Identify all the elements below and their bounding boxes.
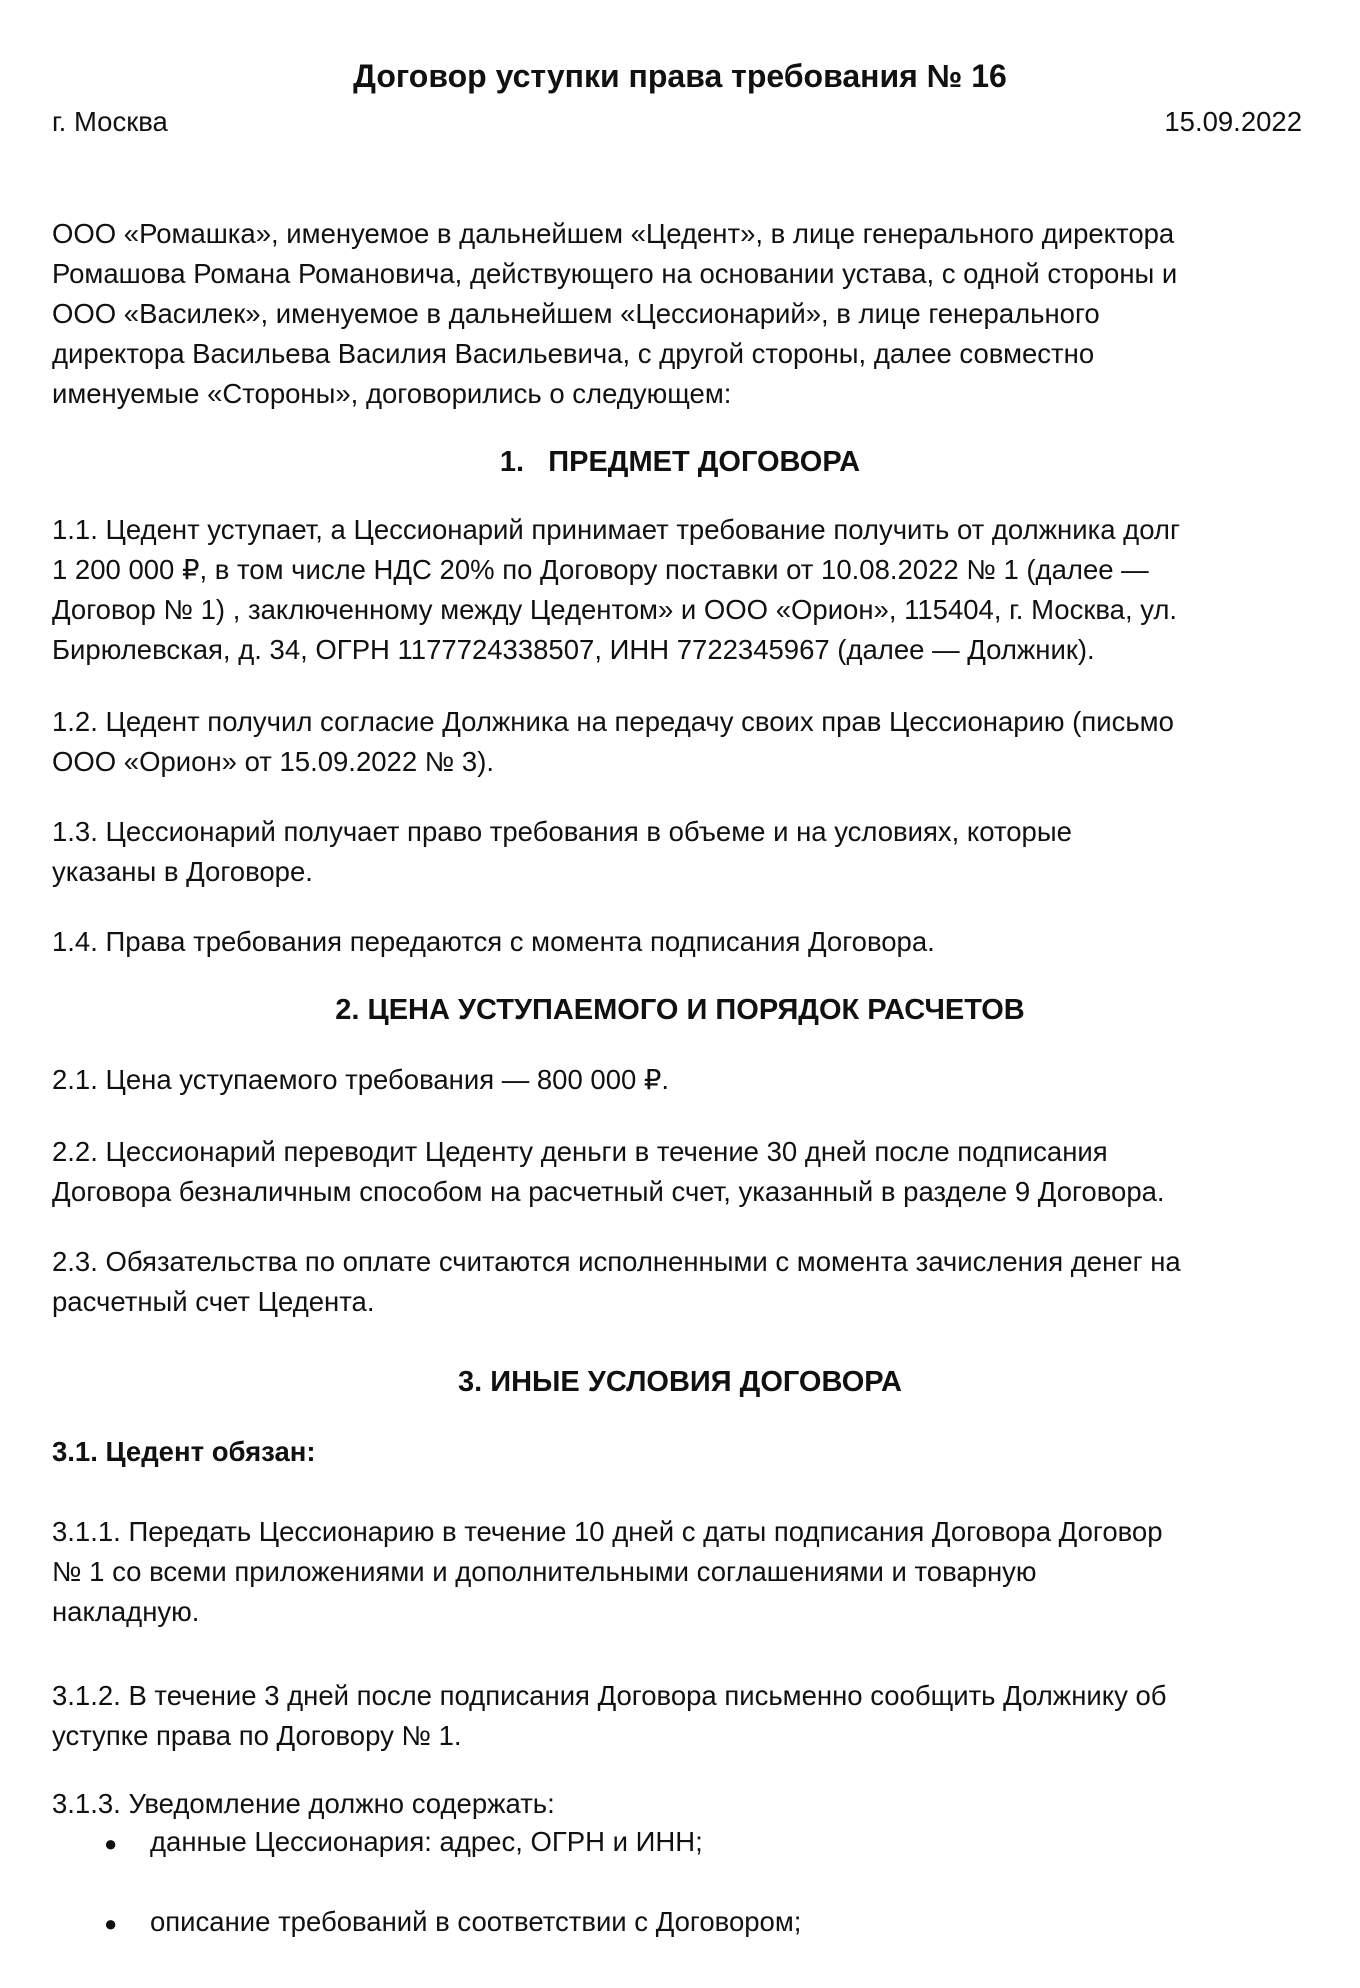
text-line: Ромашова Романа Романовича, действующего на основании устава, с одной стороны и bbox=[52, 258, 1178, 289]
bullet-icon: ● bbox=[104, 1911, 118, 1936]
text-line: Договор № 1) , заключенному между Цедентом» и ООО «Орион», 115404, г. Москва, ул. bbox=[52, 594, 1178, 625]
text-line: 3.1.3. Уведомление должно содержать: bbox=[52, 1788, 555, 1819]
document-city: г. Москва bbox=[52, 106, 168, 137]
text-line: Бирюлевская, д. 34, ОГРН 1177724338507, ИНН 7722345967 (далее — Должник). bbox=[52, 634, 1095, 665]
text-line: 1 200 000 ₽, в том числе НДС 20% по Договору поставки от 10.08.2022 № 1 (далее — bbox=[52, 554, 1149, 585]
clause-3-1-2 bbox=[52, 1676, 1302, 1756]
text-line: Договора безналичным способом на расчетный счет, указанный в разделе 9 Договора. bbox=[52, 1176, 1165, 1207]
text-line: именуемые «Стороны», договорились о следующем: bbox=[52, 378, 732, 409]
text-line: 2.2. Цессионарий переводит Цеденту деньги в течение 30 дней после подписания bbox=[52, 1136, 1108, 1167]
text-line: ООО «Василек», именуемое в дальнейшем «Цессионарий», в лице генерального bbox=[52, 298, 1100, 329]
text-line: ООО «Орион» от 15.09.2022 № 3). bbox=[52, 746, 495, 777]
text-line: директора Васильева Василия Васильевича, с другой стороны, далее совместно bbox=[52, 338, 1095, 369]
text-line: 3.1.2. В течение 3 дней после подписания Договора письменно сообщить Должнику об bbox=[52, 1680, 1167, 1711]
list-item: описание требований в соответствии с Договором; bbox=[150, 1906, 802, 1937]
text-line: ООО «Ромашка», именуемое в дальнейшем «Цедент», в лице генерального директора bbox=[52, 218, 1175, 249]
text-line: 1.2. Цедент получил согласие Должника на передачу своих прав Цессионарию (письмо bbox=[52, 706, 1174, 737]
section-3-heading: 3. ИНЫЕ УСЛОВИЯ ДОГОВОРА bbox=[457, 1366, 903, 1398]
text-line: указаны в Договоре. bbox=[52, 856, 313, 887]
text-line: 1.4. Права требования передаются с момента подписания Договора. bbox=[52, 926, 935, 957]
section-1-heading: 1. ПРЕДМЕТ ДОГОВОРА bbox=[499, 446, 861, 478]
list-item: данные Цессионария: адрес, ОГРН и ИНН; bbox=[150, 1826, 703, 1857]
text-line: 1.3. Цессионарий получает право требования в объеме и на условиях, которые bbox=[52, 816, 1072, 847]
text-line: 2.3. Обязательства по оплате считаются исполненными с момента зачисления денег на bbox=[52, 1246, 1181, 1277]
text-line: уступке права по Договору № 1. bbox=[52, 1720, 462, 1751]
section-2-heading: 2. ЦЕНА УСТУПАЕМОГО И ПОРЯДОК РАСЧЕТОВ bbox=[335, 994, 1025, 1026]
text-line: 1.1. Цедент уступает, а Цессионарий принимает требование получить от должника долг bbox=[52, 514, 1180, 545]
clause-1-4 bbox=[52, 922, 1302, 962]
clause-1-2 bbox=[52, 702, 1302, 782]
text-line: накладную. bbox=[52, 1596, 200, 1627]
clause-3-1-subheading: 3.1. Цедент обязан: bbox=[52, 1436, 316, 1467]
clause-3-1-3 bbox=[52, 1784, 1302, 1824]
clause-1-3 bbox=[52, 812, 1302, 892]
document-title: Договор уступки права требования № 16 bbox=[353, 58, 1007, 94]
clause-1-1 bbox=[52, 510, 1302, 670]
clause-2-2 bbox=[52, 1132, 1302, 1212]
text-line: № 1 со всеми приложениями и дополнительными соглашениями и товарную bbox=[52, 1556, 1037, 1587]
clause-2-3 bbox=[52, 1242, 1302, 1322]
text-line: 3.1.1. Передать Цессионарию в течение 10 дней с даты подписания Договора Договор bbox=[52, 1516, 1163, 1547]
document-date: 15.09.2022 bbox=[1164, 106, 1302, 137]
preamble-paragraph bbox=[52, 214, 1302, 414]
text-line: 2.1. Цена уступаемого требования — 800 000 ₽. bbox=[52, 1064, 670, 1095]
clause-3-1-1 bbox=[52, 1512, 1302, 1632]
text-line: расчетный счет Цедента. bbox=[52, 1286, 375, 1317]
bullet-icon: ● bbox=[104, 1831, 118, 1856]
clause-2-1 bbox=[52, 1060, 1302, 1100]
